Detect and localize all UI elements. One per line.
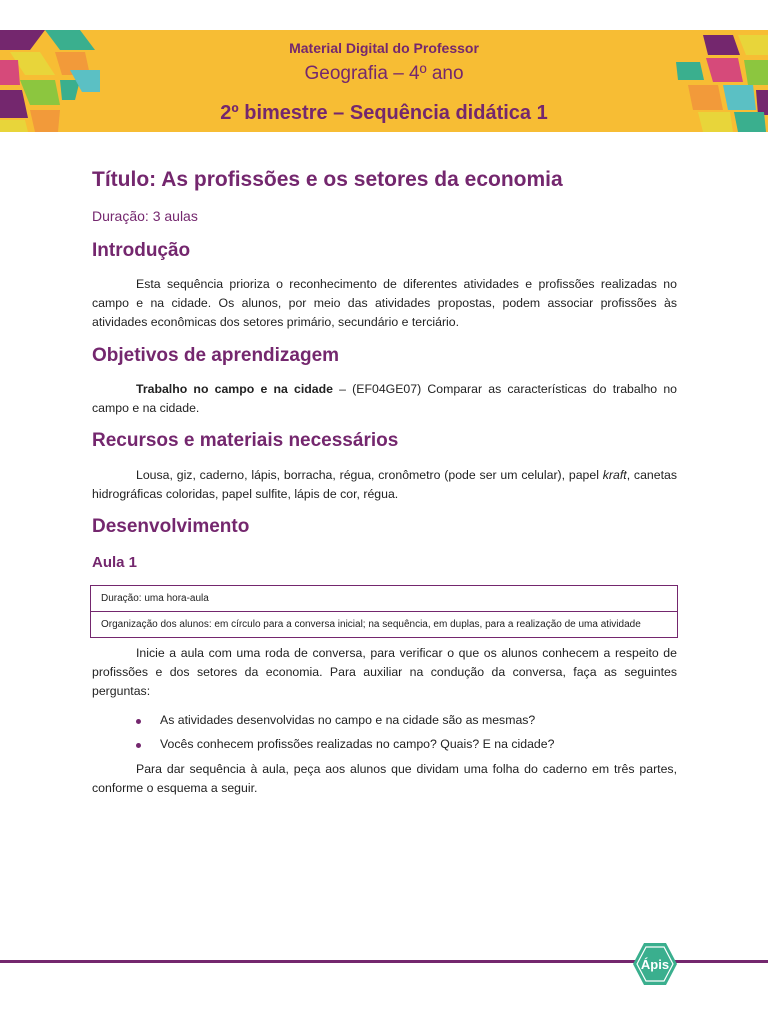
duration-value: 3 aulas bbox=[152, 208, 198, 224]
objectives-text: – (EF04GE07) Comparar as características do trabalho no campo e na cidade. bbox=[92, 382, 678, 415]
resources-text-after: , canetas hidrográficas coloridas, papel sulfite, lápis de cor, régua. bbox=[92, 468, 677, 501]
bullet-icon bbox=[136, 743, 141, 748]
development-paragraph-2: Para dar sequência à aula, peça aos alunos que dividam uma folha do caderno em três partes, conforme o esquema a seguir. bbox=[92, 762, 677, 795]
header-subject-grade: Geografia – 4º ano bbox=[304, 63, 464, 84]
heading-recursos: Recursos e materiais necessários bbox=[92, 430, 399, 451]
heading-aula-1: Aula 1 bbox=[92, 554, 138, 571]
heading-objetivos: Objetivos de aprendizagem bbox=[92, 345, 340, 366]
bullet-text: Vocês conhecem profissões realizadas no campo? Quais? E na cidade? bbox=[160, 737, 555, 751]
resources-paragraph bbox=[92, 466, 677, 504]
apis-logo-text: Ápis bbox=[640, 957, 670, 972]
lesson-duration-row: Duração: uma hora-aula bbox=[101, 593, 209, 604]
development-paragraph-1: Inicie a aula com uma roda de conversa, para verificar o que os alunos conhecem a respeito de profissões e dos setores da economia. Para auxiliar na condução da conversa, faça as seguintes perguntas: bbox=[92, 646, 677, 698]
resources-italic-kraft: kraft bbox=[602, 468, 627, 482]
lesson-info-box bbox=[90, 585, 678, 638]
document-body bbox=[92, 168, 677, 224]
duration-line bbox=[92, 208, 677, 224]
objectives-paragraph bbox=[92, 380, 677, 418]
resources-text-before: Lousa, giz, caderno, lápis, borracha, régua, cronômetro (pode ser um celular), papel bbox=[136, 468, 603, 482]
objectives-bold-label: Trabalho no campo e na cidade bbox=[136, 382, 333, 396]
heading-desenvolvimento: Desenvolvimento bbox=[92, 516, 250, 537]
header-sequence-title: 2º bimestre – Sequência didática 1 bbox=[220, 102, 548, 124]
duration-label: Duração: bbox=[92, 208, 149, 224]
heading-introducao: Introdução bbox=[92, 240, 191, 261]
apis-logo bbox=[632, 942, 678, 986]
header-banner bbox=[0, 30, 768, 132]
bullet-text: As atividades desenvolvidas no campo e na cidade são as mesmas? bbox=[160, 713, 536, 727]
header-publication-name: Material Digital do Professor bbox=[289, 40, 479, 56]
lesson-organization-row: Organização dos alunos: em círculo para a conversa inicial; na sequência, em duplas, para a realização de uma atividade bbox=[91, 611, 677, 637]
intro-paragraph: Esta sequência prioriza o reconhecimento de diferentes atividades e profissões realizadas no campo e na cidade. Os alunos, por meio das atividades propostas, podem associar profissões às atividades econômicas dos setores primário, secundário e terciário. bbox=[92, 277, 677, 329]
page-title: Título: As profissões e os setores da economia bbox=[92, 168, 563, 191]
bullet-icon bbox=[136, 719, 141, 724]
